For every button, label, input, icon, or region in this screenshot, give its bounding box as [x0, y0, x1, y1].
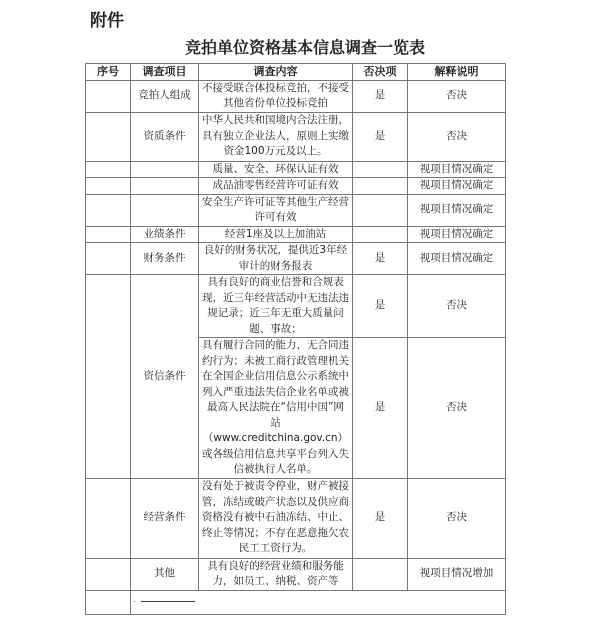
veto-cell: 是 [353, 243, 408, 275]
index-cell [86, 178, 131, 195]
header-note: 解释说明 [408, 64, 506, 81]
note-cell: 否决 [408, 275, 506, 338]
index-cell [86, 226, 131, 243]
veto-cell: 是 [353, 112, 408, 161]
table-row-blank [86, 590, 506, 614]
item-cell: 经营条件 [131, 478, 199, 558]
note-cell: 视项目情况确定 [408, 178, 506, 195]
veto-cell [353, 194, 408, 226]
index-cell [86, 112, 131, 161]
table-row [86, 112, 506, 161]
table-row [86, 161, 506, 178]
content-cell: 没有处于被责令停业，财产被接管，冻结或破产状态以及供应商资格没有被中石油冻结、中止、终止等情况；不存在恶意拖欠农民工工资行为。 [199, 478, 353, 558]
note-cell: 否决 [408, 112, 506, 161]
note-cell: 否决 [408, 80, 506, 112]
content-cell: 中华人民共和国境内合法注册，具有独立企业法人，原则上实缴资金100万元及以上。 [199, 112, 353, 161]
table-row [86, 226, 506, 243]
veto-cell [353, 161, 408, 178]
index-cell [86, 478, 131, 558]
item-cell: 竞拍人组成 [131, 80, 199, 112]
veto-cell: 是 [353, 80, 408, 112]
table-row [86, 178, 506, 195]
attachment-label: 附件 [90, 11, 124, 31]
content-cell: 具有良好的经营业绩和服务能力，如员工、纳税、资产等 [199, 558, 353, 590]
content-cell: 不接受联合体投标竞拍，不接受其他省份单位投标竞拍 [199, 80, 353, 112]
content-cell: 质量、安全、环保认证有效 [199, 161, 353, 178]
note-cell: 否决 [408, 478, 506, 558]
document-title: 竞拍单位资格基本信息调查一览表 [184, 38, 425, 57]
note-cell: 视项目情况确定 [408, 194, 506, 226]
note-cell: 视项目情况确定 [408, 226, 506, 243]
item-cell: 资信条件 [131, 275, 199, 479]
table-row [86, 243, 506, 275]
item-cell [131, 194, 199, 226]
item-cell: 业绩条件 [131, 226, 199, 243]
qualification-table [85, 63, 506, 615]
index-cell [86, 590, 131, 614]
header-veto: 否决项 [353, 64, 408, 81]
veto-cell [353, 558, 408, 590]
index-cell [86, 558, 131, 590]
item-cell [131, 161, 199, 178]
index-cell [86, 243, 131, 275]
note-cell: 视项目情况确定 [408, 243, 506, 275]
header-index: 序号 [86, 64, 131, 81]
content-cell: 经营1座及以上加油站 [199, 226, 353, 243]
item-cell: 财务条件 [131, 243, 199, 275]
note-cell: 视项目情况增加 [408, 558, 506, 590]
veto-cell: 是 [353, 338, 408, 479]
item-cell: 资质条件 [131, 112, 199, 161]
table-row [86, 194, 506, 226]
veto-cell [353, 226, 408, 243]
header-content: 调查内容 [199, 64, 353, 81]
content-cell: 成品油零售经营许可证有效 [199, 178, 353, 195]
index-cell [86, 161, 131, 178]
index-cell [86, 275, 131, 479]
content-cell: 安全生产许可证等其他生产经营许可有效 [199, 194, 353, 226]
dot-mark [134, 601, 135, 602]
table-row [86, 478, 506, 558]
dash-line [141, 601, 195, 602]
content-cell: 具有良好的商业信誉和合规表现，近三年经营活动中无违法违规记录；近三年无重大质量问题、事故； [199, 275, 353, 338]
content-cell: 具有履行合同的能力，无合同违约行为；未被工商行政管理机关在全国企业信用信息公示系统中列入严重违法失信企业名单或被最高人民法院在“信用中国”网站（www.creditchina.gov.cn）或各级信用信息共享平台列入失信被执行人名单。 [199, 338, 353, 479]
note-cell: 否决 [408, 338, 506, 479]
veto-cell: 是 [353, 478, 408, 558]
veto-cell [353, 178, 408, 195]
veto-cell: 是 [353, 275, 408, 338]
table-row [86, 275, 506, 338]
index-cell [86, 194, 131, 226]
table-row [86, 558, 506, 590]
table-header-row [86, 64, 506, 81]
table-row [86, 80, 506, 112]
item-cell: 其他 [131, 558, 199, 590]
item-cell [131, 178, 199, 195]
index-cell [86, 80, 131, 112]
content-cell: 良好的财务状况，提供近3年经审计的财务报表 [199, 243, 353, 275]
header-item: 调查项目 [131, 64, 199, 81]
blank-cell [131, 590, 506, 614]
note-cell: 视项目情况确定 [408, 161, 506, 178]
